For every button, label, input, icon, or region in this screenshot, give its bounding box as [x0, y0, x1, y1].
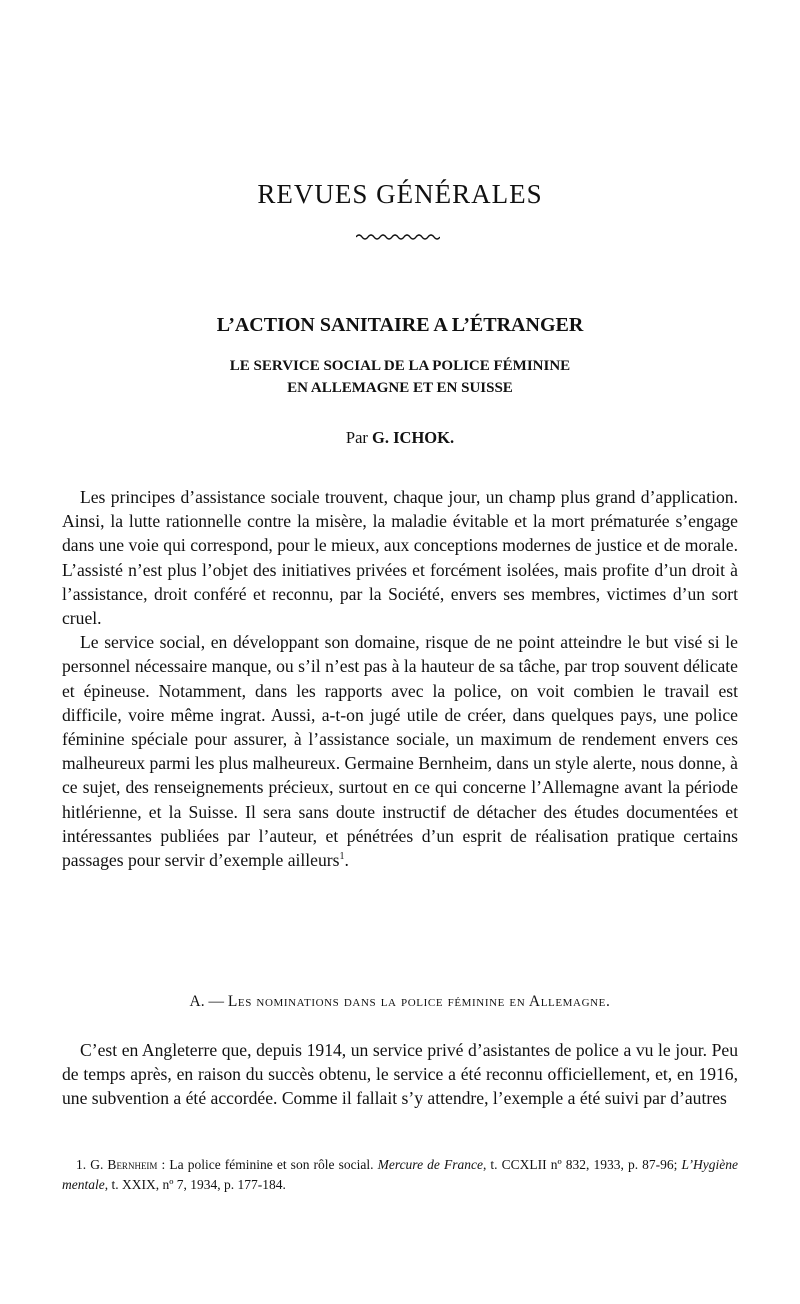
paragraph: C’est en Angleterre que, depuis 1914, un service privé d’asistantes de police a vu le jour. Peu de temps après, en raison du succès obtenu, le service a été reconnu officiellement, et, en 1916, une subvention a été accordée. Comme il fallait s’y attendre, l’exemple a été suivi par d’autres: [62, 1040, 738, 1109]
paragraph: Les principes d’assistance sociale trouvent, chaque jour, un champ plus grand d’application. Ainsi, la lutte rationnelle contre la misère, la maladie évitable et la mort prématurée s’engage dans une voie qui correspond, pour le mieux, aux conceptions modernes de justice et de morale. L’assisté n’est plus l’objet des initiatives privées et forcément isolées, mais profite d’un droit à l’assistance, droit conféré et reconnu, par la Société, envers ses membres, victimes d’un sort cruel.: [62, 487, 738, 629]
footnote-segment: : La police féminine et son rôle social.: [157, 1157, 378, 1172]
footnote-journal: Mercure de France: [377, 1157, 483, 1172]
section-title: REVUES GÉNÉRALES: [257, 179, 543, 209]
paragraph-text: Le service social, en développant son domaine, risque de ne point atteindre le but visé si le personnel nécessaire manque, ou s’il n’est pas à la hauteur de sa tâche, par trop souvent délicate et épineuse. Notamment, dans les rapports avec la police, on voit combien le travail est difficile, voire même ingrat. Aussi, a-t-on jugé utile de créer, dans quelques pays, une police féminine spéciale pour assurer, à l’assistance sociale, un maximum de rendement envers ces malheureux parmi les plus malheureux. Germaine Bernheim, dans un style alerte, nous donne, à ce sujet, des renseignements précieux, surtout en ce qui concerne l’Allemagne avant la période hitlérienne, et la Suisse. Il sera sans doute instructif de détacher des études documentées et intéressantes publiées par l’auteur, et pénétrées d’un esprit de réalisation pratique certains passages pour servir d’exemple ailleurs: [62, 632, 738, 871]
footnote-text: [62, 1155, 738, 1194]
byline-author: G. ICHOK.: [372, 428, 455, 447]
page-content: [62, 0, 738, 1304]
subtitle-line: LE SERVICE SOCIAL DE LA POLICE FÉMININE: [229, 358, 571, 374]
paragraph: Le service social, en développant son domaine, risque de ne point atteindre le but visé si le personnel nécessaire manque, ou s’il n’est pas à la hauteur de sa tâche, par trop souvent délicate et épineuse. Notamment, dans les rapports avec la police, on voit combien le travail est difficile, voire même ingrat. Aussi, a-t-on jugé utile de créer, dans quelques pays, une police féminine spéciale pour assurer, à l’assistance sociale, un maximum de rendement envers ces malheureux parmi les plus malheureux. Germaine Bernheim, dans un style alerte, nous donne, à ce sujet, des renseignements précieux, surtout en ce qui concerne l’Allemagne avant la période hitlérienne, et la Suisse. Il sera sans doute instructif de détacher des études documentées et intéressantes publiées par l’auteur, et pénétrées d’un esprit de réalisation pratique certains passages pour servir d’exemple ailleurs$^1$.: [62, 632, 738, 871]
footnote-segment: , t. CCXLII nº 832, 1933, p. 87-96;: [482, 1157, 682, 1172]
article-subtitle: [62, 355, 738, 399]
section-title-text: Les nominations dans la police féminine en Allemagne.: [227, 993, 611, 1010]
section-a-text: [62, 1038, 738, 1111]
footnote-author: G. Bernheim: [90, 1157, 158, 1172]
intro-text: [62, 485, 738, 872]
footnote-number: 1.: [76, 1157, 91, 1172]
wavy-ornament-divider: [356, 232, 440, 242]
article-title: L’ACTION SANITAIRE A L’ÉTRANGER: [216, 314, 584, 336]
section-label: A. —: [189, 993, 228, 1010]
byline-prefix: Par: [345, 428, 373, 447]
subtitle-line: EN ALLEMAGNE ET EN SUISSE: [287, 380, 513, 396]
footnote-segment: , t. XXIX, nº 7, 1934, p. 177-184.: [104, 1176, 286, 1192]
byline: [62, 426, 738, 450]
footnote-journal: L’Hygiène mentale: [62, 1157, 738, 1192]
footnote: [62, 1155, 738, 1194]
footnote-reference[interactable]: 1: [339, 851, 345, 863]
section-a-heading: [62, 991, 738, 1013]
